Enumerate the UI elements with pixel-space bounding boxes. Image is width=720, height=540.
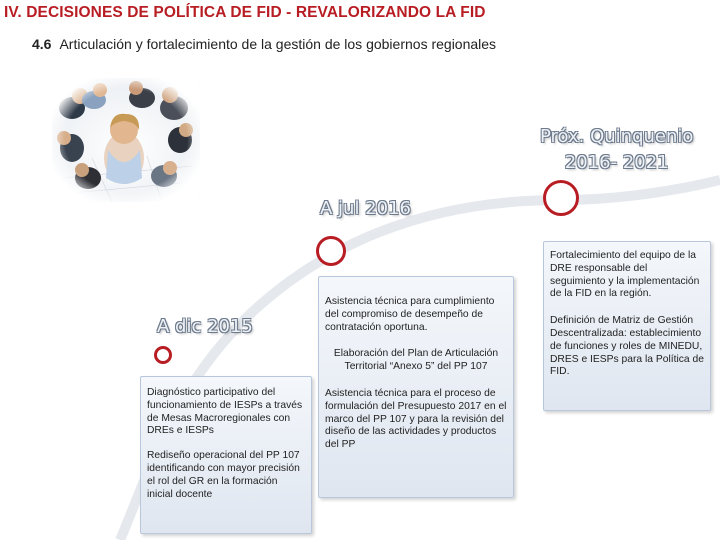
milestone-next-line2: 2016- 2021: [564, 152, 669, 173]
circle-marker-dic-2015: [154, 346, 172, 364]
box-next-item-1: Fortalecimiento del equipo de la DRE responsable del seguimiento y la implementación de la FID en la región.: [550, 250, 700, 300]
box-dic-2015: [140, 376, 312, 534]
box-next-item-2: Definición de Matriz de Gestión Descentralizada: establecimiento de funciones y roles de MINEDU, DRES e IESPs para la Política de FID.: [550, 315, 704, 378]
box-jul-item-3: Asistencia técnica para el proceso de formulación del Presupuesto 2017 en el marco del PP 107 y para la revisión del diseño de las actividades y productos del PP: [325, 387, 507, 451]
box-jul-2016: [318, 276, 514, 498]
section-title: Articulación y fortalecimiento de la gestión de los gobiernos regionales: [59, 36, 497, 52]
page-title: IV. DECISIONES DE POLÍTICA DE FID - REVALORIZANDO LA FID: [4, 4, 486, 21]
box-dic-item-2: Rediseño operacional del PP 107 identificando con mayor precisión el rol del GR en la formación inicial docente: [147, 450, 300, 500]
section-number: 4.6: [32, 36, 52, 52]
circle-marker-jul-2016: [316, 236, 346, 266]
box-jul-item-1: Asistencia técnica para cumplimiento del compromiso de desempeño de contratación oportuna.: [325, 296, 495, 333]
milestone-jul-2016: A jul 2016: [320, 198, 411, 219]
box-dic-item-1: Diagnóstico participativo del funcionamiento de IESPs a través de Mesas Macroregionales con DREs e IESPs: [147, 387, 303, 437]
milestone-dic-2015: A dic 2015: [157, 316, 253, 337]
box-jul-item-2: Elaboración del Plan de Articulación Territorial “Anexo 5” del PP 107: [333, 348, 499, 373]
circle-marker-next: [543, 180, 579, 216]
milestone-next-quinquennium: [540, 124, 693, 176]
milestone-next-line1: Próx. Quinquenio: [540, 126, 694, 147]
box-next-quinquennium: [543, 241, 711, 411]
